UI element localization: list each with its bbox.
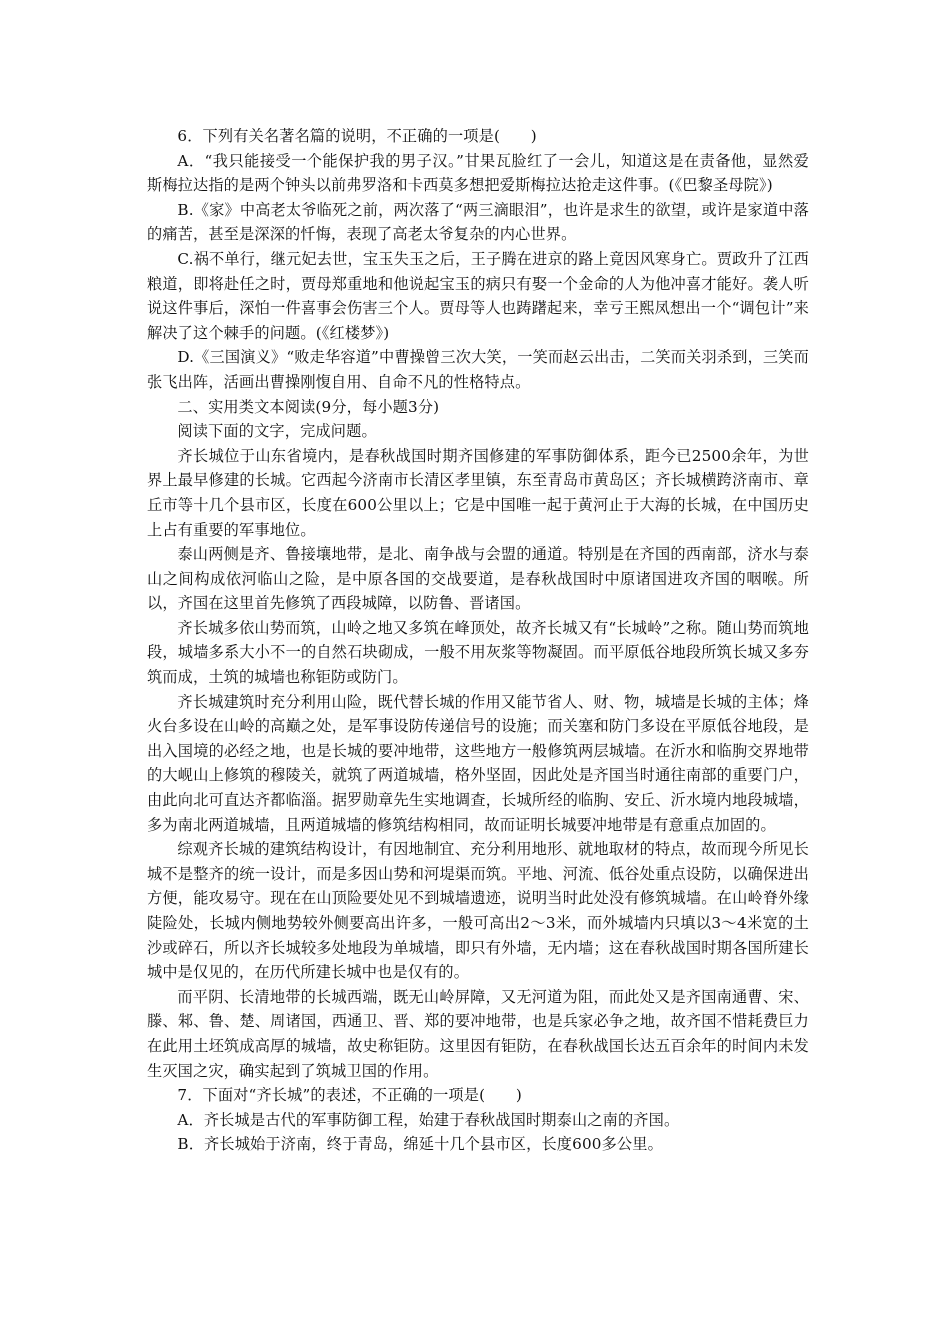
passage-paragraph-4: 齐长城建筑时充分利用山险，既代替长城的作用又能节省人、财、物，城墙是长城的主体；烽火台多设在山岭的高巅之处，是军事设防传递信号的设施；而关塞和防门多设在平原低谷地段，是出入国境的必经之地，也是长城的要冲地带，这些地方一般修筑两层城墙。在沂水和临朐交界地带的大岘山上修筑的穆陵关，就筑了两道城墙，格外坚固，因此处是齐国当时通往南部的重要门户，由此向北可直达齐都临淄。据罗勋章先生实地调查，长城所经的临朐、安丘、沂水境内地段城墙，多为南北两道城墙，且两道城墙的修筑结构相同，故而证明长城要冲地带是有意重点加固的。: [147, 692, 809, 834]
question-6-option-d: D.《三国演义》“败走华容道”中曹操曾三次大笑，一笑而赵云出击，二笑而关羽杀到，三笑而张飞出阵，活画出曹操刚愎自用、自命不凡的性格特点。: [147, 348, 809, 391]
passage-paragraph-1: 齐长城位于山东省境内，是春秋战国时期齐国修建的军事防御体系，距今已2500余年，为世界上最早修建的长城。它西起今济南市长清区孝里镇，东至青岛市黄岛区；齐长城横跨济南市、章丘市等十几个县市区，长度在600公里以上；它是中国唯一起于黄河止于大海的长城，在中国历史上占有重要的军事地位。: [147, 446, 809, 539]
reading-instruction: 阅读下面的文字，完成问题。: [177, 422, 377, 441]
passage-paragraph-2: 泰山两侧是齐、鲁接壤地带，是北、南争战与会盟的通道。特别是在齐国的西南部，济水与泰山之间构成依河临山之险，是中原各国的交战要道，是春秋战国时中原诸国进攻齐国的咽喉。所以，齐国在这里首先修筑了西段城障，以防鲁、晋诸国。: [147, 545, 809, 613]
section-heading: 二、实用类文本阅读(9分，每小题3分): [177, 397, 440, 416]
question-6-option-c: C.祸不单行，继元妃去世，宝玉失玉之后，王子腾在进京的路上竟因风寒身亡。贾政升了江西粮道，即将赴任之时，贾母郑重地和他说起宝玉的病只有娶一个金命的人为他冲喜才能好。袭人听说这件事后，深怕一件喜事会伤害三个人。贾母等人也踌躇起来，幸亏王熙凤想出一个“调包计”来解决了这个棘手的问题。(《红楼梦》): [147, 249, 809, 342]
passage-paragraph-6: 而平阴、长清地带的长城西端，既无山岭屏障，又无河道为阻，而此处又是齐国南通曹、宋、滕、邾、鲁、楚、周诸国，西通卫、晋、郑的要冲地带，也是兵家必争之地，故齐国不惜耗费巨力在此用土坯筑成高厚的城墙，故史称钜防。这里因有钜防，在春秋战国长达五百余年的时间内未发生灭国之灾，确实起到了筑城卫国的作用。: [147, 987, 809, 1080]
document-page: [147, 124, 809, 1157]
question-6-option-a: A．“我只能接受一个能保护我的男子汉。”甘果瓦脸红了一会儿，知道这是在责备他，显然爱斯梅拉达指的是两个钟头以前弗罗洛和卡西莫多想把爱斯梅拉达抢走这件事。(《巴黎圣母院》): [147, 151, 809, 195]
question-7-option-b: B．齐长城始于济南，终于青岛，绵延十几个县市区，长度600多公里。: [177, 1135, 663, 1154]
passage-paragraph-5: 综观齐长城的建筑结构设计，有因地制宜、充分利用地形、就地取材的特点，故而现今所见长城不是整齐的统一设计，而是多因山势和河堤渠而筑。平地、河流、低谷处重点设防，以确保进出方便，能攻易守。现在在山顶险要处见不到城墙遗迹，说明当时此处没有修筑城墙。在山岭脊外缘陡险处，长城内侧地势较外侧要高出许多，一般可高出2～3米，而外城墙内只填以3～4米宽的土沙或碎石，所以齐长城较多处地段为单城墙，即只有外墙，无内墙；这在春秋战国时期各国所建长城中是仅见的，在历代所建长城中也是仅有的。: [147, 840, 809, 982]
question-7-option-a: A．齐长城是古代的军事防御工程，始建于春秋战国时期泰山之南的齐国。: [177, 1110, 680, 1129]
question-6-stem: 6．下列有关名著名篇的说明，不正确的一项是( ): [177, 127, 537, 145]
passage-paragraph-3: 齐长城多依山势而筑，山岭之地又多筑在峰顶处，故齐长城又有“长城岭”之称。随山势而筑地段，城墙多系大小不一的自然石块砌成，一般不用灰浆等物凝固。而平原低谷地段所筑长城又多夯筑而成，土筑的城墙也称钜防或防门。: [147, 618, 809, 687]
question-6-option-b: B.《家》中高老太爷临死之前，两次落了“两三滴眼泪”，也许是求生的欲望，或许是家道中落的痛苦，甚至是深深的忏悔，表现了高老太爷复杂的内心世界。: [147, 200, 809, 244]
question-7-stem: 7．下面对“齐长城”的表述，不正确的一项是( ): [177, 1086, 522, 1105]
